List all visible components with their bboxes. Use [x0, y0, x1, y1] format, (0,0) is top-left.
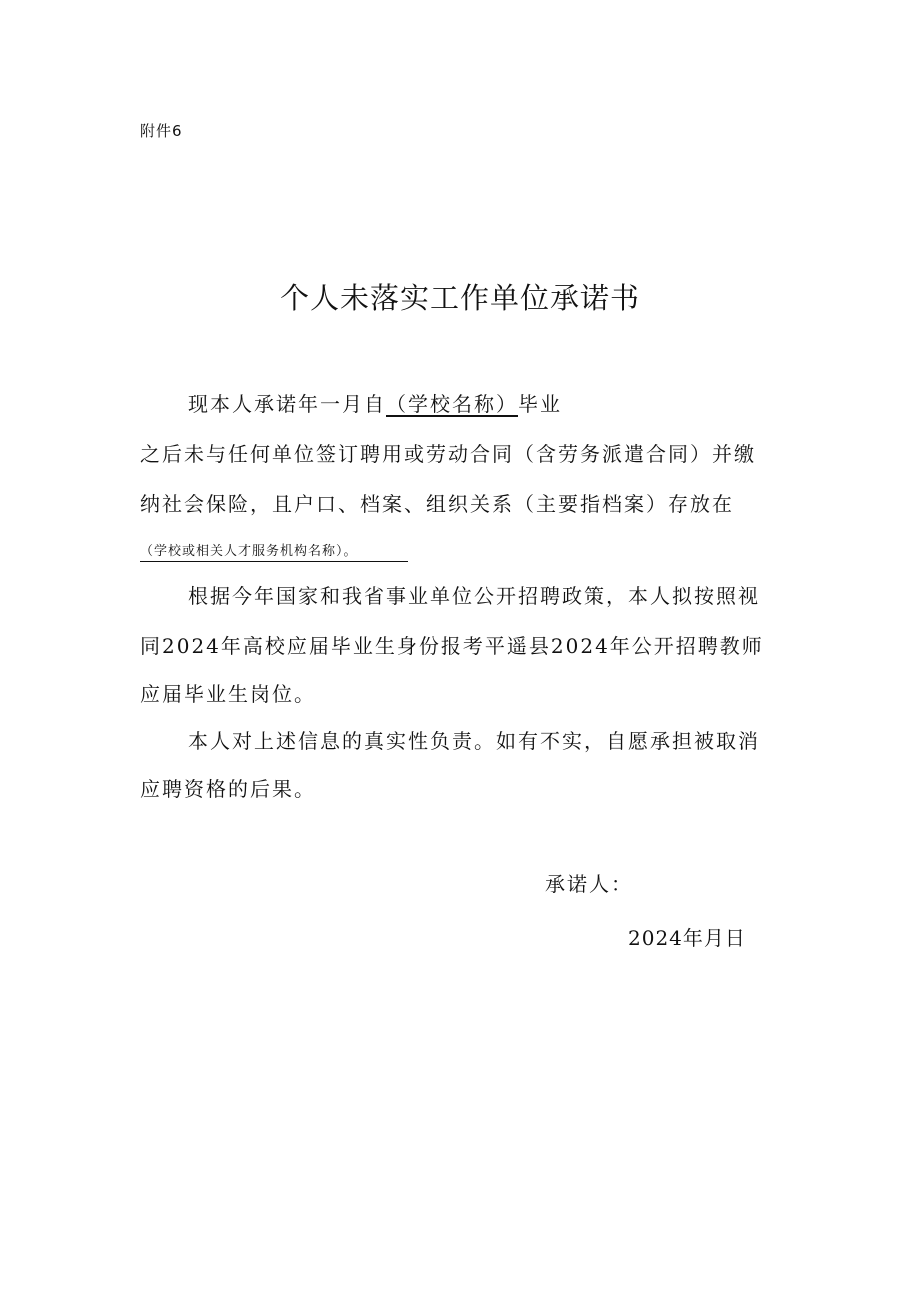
school-name-blank: （学校名称） [386, 392, 518, 416]
commit-text: 现本人承诺年一月自 [188, 392, 386, 416]
paragraph-2-line-1: 根据今年国家和我省事业单位公开招聘政策，本人拟按照视 [188, 584, 760, 608]
signer-label: 承诺人： [545, 872, 633, 896]
paragraph-3-line-2: 应聘资格的后果。 [140, 777, 316, 801]
institution-name-blank: （学校或相关人才服务机构名称）。 [140, 540, 408, 562]
paragraph-1-line-2: 之后未与任何单位签订聘用或劳动合同（含劳务派遣合同）并缴 [140, 442, 756, 466]
paragraph-1-line-3: 纳社会保险，且户口、档案、组织关系（主要指档案）存放在 [140, 492, 734, 516]
paragraph-1-line-1 [188, 388, 562, 417]
paragraph-2-line-2: 同2024年高校应届毕业生身份报考平遥县2024年公开招聘教师 [140, 634, 764, 658]
paragraph-3-line-1: 本人对上述信息的真实性负责。如有不实，自愿承担被取消 [188, 729, 760, 753]
paragraph-2-line-3: 应届毕业生岗位。 [140, 682, 316, 706]
graduate-text: 毕业 [518, 392, 562, 416]
attachment-label: 附件6 [140, 122, 183, 140]
signature-date: 2024年月日 [628, 926, 746, 950]
document-title: 个人未落实工作单位承诺书 [279, 281, 640, 315]
